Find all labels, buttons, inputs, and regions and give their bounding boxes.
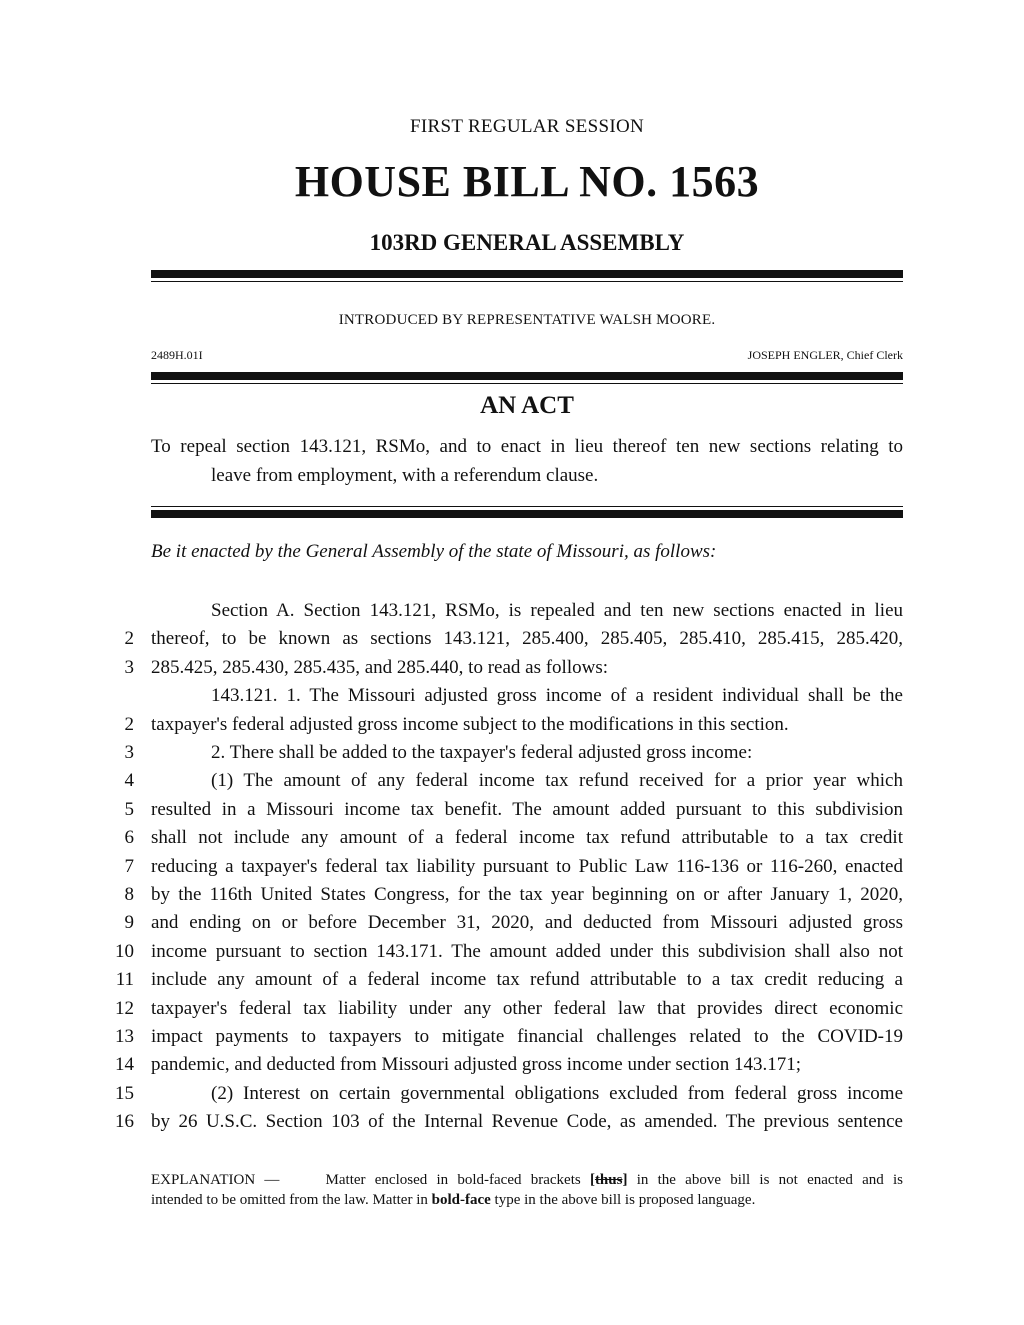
body-line: (1) The amount of any federal income tax refund received for a prior year which [211,770,903,792]
line-number: 14 [115,1054,134,1076]
bracket-close: ] [622,1172,628,1188]
act-title-line-2: leave from employment, with a referendum clause. [211,465,599,486]
line-number: 4 [124,770,134,792]
introduced-by: INTRODUCED BY REPRESENTATIVE WALSH MOORE. [338,312,716,328]
bold-face-example: bold-face [431,1192,491,1208]
body-line: include any amount of a federal income tax refund attributable to a tax credit reducing a [151,969,903,991]
act-title-line-1: To repeal section 143.121, RSMo, and to enact in lieu thereof ten new sections relating to [151,436,903,457]
body-line: taxpayer's federal adjusted gross income subject to the modifications in this section. [151,713,789,735]
session-label: FIRST REGULAR SESSION [410,116,644,137]
body-line: Section A. Section 143.121, RSMo, is repealed and ten new sections enacted in lieu [211,600,903,621]
line-number: 2 [124,628,134,650]
body-line: (2) Interest on certain governmental obligations excluded from federal gross income [211,1082,903,1104]
body-line: resulted in a Missouri income tax benefit. The amount added pursuant to this subdivision [151,798,903,820]
act-heading: AN ACT [480,392,574,419]
line-number: 9 [124,912,134,934]
title-rule-thin [151,506,903,507]
body-line: by the 116th United States Congress, for the tax year beginning on or after January 1, 2020, [151,884,903,905]
body-line: reducing a taxpayer's federal tax liability pursuant to Public Law 116-136 or 116-260, enacted [151,855,903,877]
bill-number: HOUSE BILL NO. 1563 [294,157,760,206]
title-rule-thick [151,510,903,518]
line-number: 15 [115,1082,134,1104]
body-line: by 26 U.S.C. Section 103 of the Internal Revenue Code, as amended. The previous sentence [151,1111,903,1133]
line-number: 10 [115,940,134,962]
clerk-rule-thin [151,383,903,384]
body-line: income pursuant to section 143.171. The amount added under this subdivision shall also not [151,940,903,962]
bracket-open: [ [589,1172,595,1188]
body-line: 285.425, 285.430, 285.435, and 285.440, to read as follows: [151,656,609,678]
line-number: 11 [115,969,134,991]
body-line: impact payments to taxpayers to mitigate financial challenges related to the COVID-19 [151,1026,903,1047]
line-number: 8 [124,884,134,905]
explanation-line-2 [151,1190,903,1210]
line-number: 13 [115,1026,134,1047]
struck-example: thus [594,1172,623,1188]
bill-code: 2489H.01I [151,348,203,362]
body-line: shall not include any amount of a federal income tax refund attributable to a tax credit [151,827,903,849]
body-line: pandemic, and deducted from Missouri adjusted gross income under section 143.171; [151,1054,802,1076]
clerk-rule-thick [151,372,903,380]
line-number: 3 [124,656,134,678]
line-number: 5 [124,798,134,820]
body-line: thereof, to be known as sections 143.121, 285.400, 285.405, 285.410, 285.415, 285.420, [151,628,903,650]
assembly-label: 103RD GENERAL ASSEMBLY [369,230,685,255]
enacting-clause: Be it enacted by the General Assembly of the state of Missouri, as follows: [151,541,717,562]
explanation-line-2a: intended to be omitted from the law. Matter in [151,1192,428,1208]
body-line: taxpayer's federal tax liability under any other federal law that provides direct economic [151,997,903,1019]
header-rule-thick [151,270,903,278]
line-number: 7 [124,855,134,877]
line-number: 2 [124,713,134,735]
explanation-line-2b: type in the above bill is proposed language. [494,1192,756,1208]
chief-clerk: JOSEPH ENGLER, Chief Clerk [747,348,903,362]
body-line: 143.121. 1. The Missouri adjusted gross income of a resident individual shall be the [211,685,903,707]
line-number: 16 [115,1111,134,1133]
body-line: and ending on or before December 31, 2020, and deducted from Missouri adjusted gross [151,912,903,934]
explanation-line-1 [151,1170,903,1190]
body-line: 2. There shall be added to the taxpayer's federal adjusted gross income: [211,742,753,763]
explanation-lead: EXPLANATION — [151,1172,280,1188]
explanation-part-2: in the above bill is not enacted and is [636,1172,903,1188]
header-rule-thin [151,281,903,282]
line-number: 6 [124,827,134,849]
explanation-part-1: Matter enclosed in bold-faced brackets [325,1172,581,1188]
line-number: 12 [115,997,134,1019]
line-number: 3 [124,742,134,763]
